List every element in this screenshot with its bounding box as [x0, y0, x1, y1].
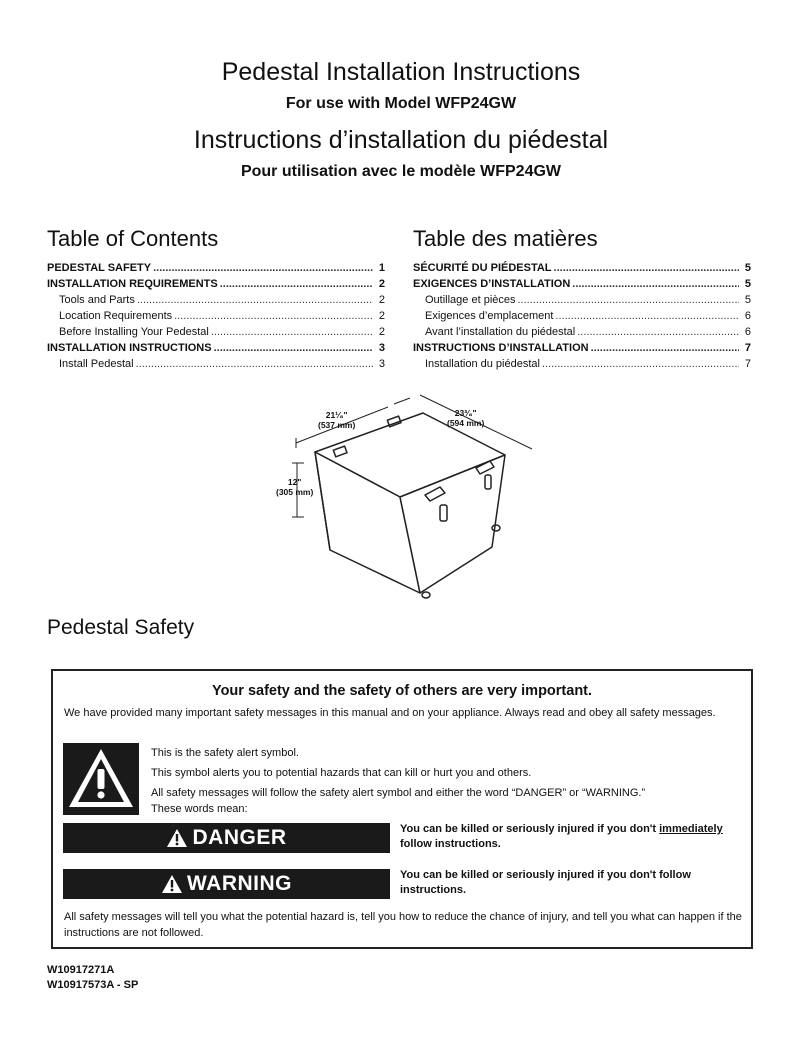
toc-heading-en: Table of Contents: [47, 226, 219, 251]
page-subtitle-fr: Pour utilisation avec le modèle WFP24GW: [240, 163, 562, 180]
document-codes: W10917271A W10917573A - SP: [47, 964, 139, 991]
dimension-width-label: 21¹⁄₈" (537 mm): [318, 410, 356, 430]
warning-signal-word: WARNING: [63, 869, 390, 899]
safety-footer-text: All safety messages will tell you what the potential hazard is, tell you how to reduce the chance of injury, and tell you what can happen if the instructions are not followed.: [64, 911, 742, 939]
safety-alert-icon: [63, 743, 139, 815]
page-subtitle-en: For use with Model WFP24GW: [285, 95, 517, 112]
alert-triangle-icon: [166, 828, 188, 848]
safety-alert-explanation: This is the safety alert symbol. This symbol alerts you to potential hazards that can kill or hurt you and others. All safety messages will follow the safety alert symbol and either the word “DANGER” or “WARNING.” These words mean:: [151, 747, 646, 815]
toc-item[interactable]: EXIGENCES D’INSTALLATION ..... 5: [413, 276, 751, 292]
dimension-height-label: 12" (305 mm): [276, 477, 314, 497]
safety-intro-text: We have provided many important safety messages in this manual and on your appliance. Always read and obey all safety messages.: [64, 707, 716, 719]
toc-item[interactable]: SÉCURITÉ DU PIÉDESTAL ..... 5: [413, 260, 751, 276]
toc-item[interactable]: Before Installing Your Pedestal ..... 2: [47, 324, 385, 340]
safety-message-box: [51, 669, 753, 949]
toc-item[interactable]: INSTALLATION REQUIREMENTS ..... 2: [47, 276, 385, 292]
toc-item[interactable]: Exigences d’emplacement ..... 6: [413, 308, 751, 324]
warning-description: You can be killed or seriously injured if you don't follow instructions.: [400, 869, 691, 896]
page-title-en: Pedestal Installation Instructions: [221, 58, 581, 86]
toc-list-fr: [413, 260, 751, 372]
toc-list-en: [47, 260, 385, 372]
section-heading-pedestal-safety: Pedestal Safety: [47, 616, 195, 639]
toc-item[interactable]: INSTRUCTIONS D’INSTALLATION ..... 7: [413, 340, 751, 356]
toc-item[interactable]: INSTALLATION INSTRUCTIONS ..... 3: [47, 340, 385, 356]
toc-item[interactable]: Tools and Parts ..... 2: [47, 292, 385, 308]
toc-item[interactable]: Avant l’installation du piédestal ..... 6: [413, 324, 751, 340]
alert-triangle-icon: [161, 874, 183, 894]
danger-signal-word: DANGER: [63, 823, 390, 853]
page-title-fr: Instructions d’installation du piédestal: [193, 126, 609, 154]
toc-item[interactable]: PEDESTAL SAFETY ..... 1: [47, 260, 385, 276]
toc-item[interactable]: Install Pedestal ..... 3: [47, 356, 385, 372]
safety-box-title: Your safety and the safety of others are very important.: [211, 683, 593, 699]
toc-item[interactable]: Outillage et pièces ..... 5: [413, 292, 751, 308]
toc-item[interactable]: Location Requirements ..... 2: [47, 308, 385, 324]
toc-item[interactable]: Installation du piédestal ..... 7: [413, 356, 751, 372]
danger-description: You can be killed or seriously injured if you don't immediately follow instructions.: [400, 823, 723, 850]
dimension-depth-label: 23³⁄₈" (594 mm): [447, 408, 485, 428]
toc-heading-fr: Table des matières: [413, 226, 598, 251]
